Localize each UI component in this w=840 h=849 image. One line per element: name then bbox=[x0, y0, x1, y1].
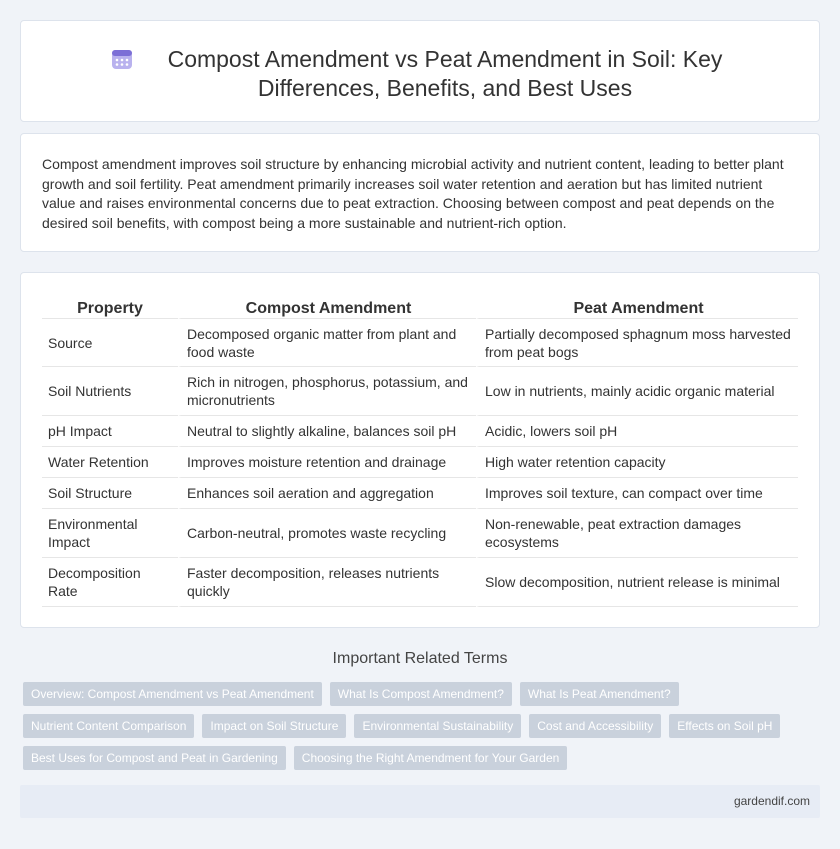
cell-compost: Improves moisture retention and drainage bbox=[178, 447, 476, 478]
header-property: Property bbox=[42, 297, 178, 319]
summary-card bbox=[20, 133, 820, 252]
tag-row bbox=[23, 746, 803, 770]
cell-peat: Low in nutrients, mainly acidic organic material bbox=[476, 367, 798, 416]
tag-row bbox=[23, 714, 803, 738]
cell-compost: Faster decomposition, releases nutrients quickly bbox=[178, 558, 476, 607]
table-row bbox=[42, 447, 798, 478]
cell-property: Soil Nutrients bbox=[42, 367, 178, 416]
tag-nutrient-comparison[interactable]: Nutrient Content Comparison bbox=[23, 714, 194, 738]
cell-peat: Non-renewable, peat extraction damages ecosystems bbox=[476, 509, 798, 558]
header-peat: Peat Amendment bbox=[476, 297, 798, 319]
tag-best-uses[interactable]: Best Uses for Compost and Peat in Gardening bbox=[23, 746, 286, 770]
related-terms-tags bbox=[23, 682, 803, 778]
cell-peat: Improves soil texture, can compact over time bbox=[476, 478, 798, 509]
summary-text: Compost amendment improves soil structure by enhancing microbial activity and nutrient content, leading to better plant growth and soil fertility. Peat amendment primarily increases soil water retention and aeration but has limited nutrient value and raises environmental concerns due to peat extraction. Choosing between compost and peat depends on the desired soil benefits, with compost being a more sustainable and nutrient-rich option. bbox=[42, 156, 784, 231]
page-title: Compost Amendment vs Peat Amendment in Soil: Key Differences, Benefits, and Best Uses bbox=[167, 46, 723, 101]
tag-what-is-compost[interactable]: What Is Compost Amendment? bbox=[330, 682, 512, 706]
table-row bbox=[42, 319, 798, 367]
cell-compost: Carbon-neutral, promotes waste recycling bbox=[178, 509, 476, 558]
cell-compost: Enhances soil aeration and aggregation bbox=[178, 478, 476, 509]
cell-property: Environmental Impact bbox=[42, 509, 178, 558]
footer bbox=[20, 785, 820, 818]
cell-peat: Slow decomposition, nutrient release is minimal bbox=[476, 558, 798, 607]
table-row bbox=[42, 367, 798, 416]
table-row bbox=[42, 478, 798, 509]
tag-soil-ph[interactable]: Effects on Soil pH bbox=[669, 714, 780, 738]
table-row bbox=[42, 416, 798, 447]
cell-property: Source bbox=[42, 319, 178, 367]
cell-compost: Rich in nitrogen, phosphorus, potassium, and micronutrients bbox=[178, 367, 476, 416]
tag-cost-accessibility[interactable]: Cost and Accessibility bbox=[529, 714, 661, 738]
cell-compost: Decomposed organic matter from plant and food waste bbox=[178, 319, 476, 367]
header-compost: Compost Amendment bbox=[178, 297, 476, 319]
tag-overview[interactable]: Overview: Compost Amendment vs Peat Amendment bbox=[23, 682, 322, 706]
table-row bbox=[42, 509, 798, 558]
footer-site[interactable]: gardendif.com bbox=[733, 794, 810, 808]
title-card bbox=[20, 20, 820, 122]
cell-property: Water Retention bbox=[42, 447, 178, 478]
tag-row bbox=[23, 682, 803, 706]
cell-peat: Acidic, lowers soil pH bbox=[476, 416, 798, 447]
comparison-table-card bbox=[20, 272, 820, 628]
tag-what-is-peat[interactable]: What Is Peat Amendment? bbox=[520, 682, 679, 706]
table-row bbox=[42, 558, 798, 607]
table-header-row bbox=[42, 297, 798, 319]
comparison-table bbox=[42, 297, 798, 607]
related-terms-title: Important Related Terms bbox=[332, 650, 508, 667]
tag-choosing-amendment[interactable]: Choosing the Right Amendment for Your Garden bbox=[294, 746, 568, 770]
tag-environmental-sustainability[interactable]: Environmental Sustainability bbox=[354, 714, 521, 738]
tag-soil-structure[interactable]: Impact on Soil Structure bbox=[202, 714, 346, 738]
cell-peat: High water retention capacity bbox=[476, 447, 798, 478]
cell-property: Decomposition Rate bbox=[42, 558, 178, 607]
cell-property: Soil Structure bbox=[42, 478, 178, 509]
cell-property: pH Impact bbox=[42, 416, 178, 447]
cell-peat: Partially decomposed sphagnum moss harvested from peat bogs bbox=[476, 319, 798, 367]
cell-compost: Neutral to slightly alkaline, balances soil pH bbox=[178, 416, 476, 447]
